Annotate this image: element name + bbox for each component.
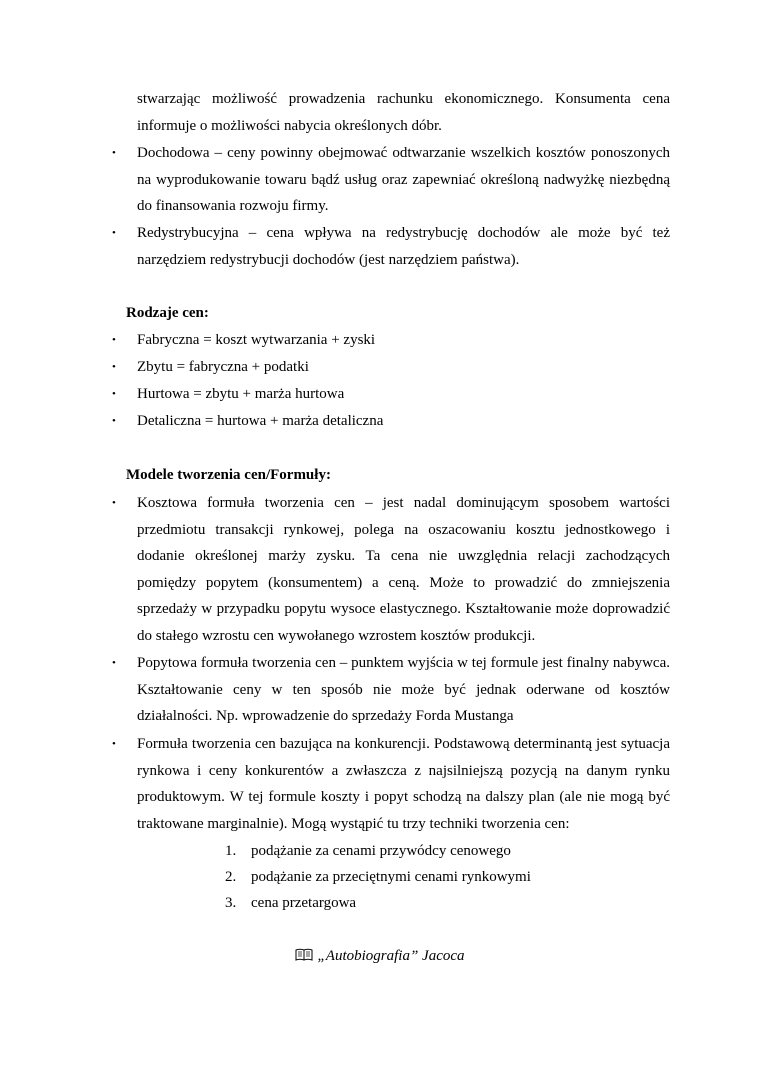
numbered-item: podążanie za cenami przywódcy cenowego xyxy=(251,843,511,859)
list-item: Zbytu = fabryczna + podatki xyxy=(137,359,309,375)
bullet: • xyxy=(112,738,116,750)
list-number: 3. xyxy=(225,895,237,911)
section-heading-rodzaje: Rodzaje cen: xyxy=(126,305,209,321)
numbered-item: podążanie za przeciętnymi cenami rynkowymi xyxy=(251,869,531,885)
list-item: Fabryczna = koszt wytwarzania + zyski xyxy=(137,332,376,348)
list-item-konkurencja: Formuła tworzenia cen bazująca na konkurencji. Podstawową determinantą jest sytuacja rynkowa i ceny konkurentów a zwłaszcza z najsilniejszą pozycją na danym rynku produktowym. W tej formule koszty i popyt schodzą na dalszy plan (ale nie mogą być traktowane marginalnie). Mogą wystąpić tu trzy techniki tworzenia cen: xyxy=(137,736,670,832)
list-item: Hurtowa = zbytu + marża hurtowa xyxy=(137,386,345,402)
list-item-popytowa: Popytowa formuła tworzenia cen – punktem wyjścia w tej formule jest finalny nabywca. Kształtowanie ceny w ten sposób nie może być jednak oderwane od kosztów działalności. Np. wprowadzenie do sprzedaży Forda Mustanga xyxy=(137,655,670,725)
book-icon xyxy=(295,945,313,971)
numbered-item: cena przetargowa xyxy=(251,895,357,911)
bullet: • xyxy=(112,388,116,400)
bullet: • xyxy=(112,227,116,239)
list-number: 2. xyxy=(225,869,237,885)
section-heading-modele: Modele tworzenia cen/Formuły: xyxy=(126,467,331,483)
bullet: • xyxy=(112,361,116,373)
bullet: • xyxy=(112,334,116,346)
list-item-dochodowa: Dochodowa – ceny powinny obejmować odtwarzanie wszelkich kosztów ponoszonych na wyprodukowanie towaru bądź usług oraz zapewniać określoną nadwyżkę niezbędną do finansowania rozwoju firmy. xyxy=(137,145,670,215)
bullet: • xyxy=(112,497,116,509)
footer-text: „Autobiografia” Jacoca xyxy=(317,948,465,964)
bullet: • xyxy=(112,415,116,427)
bullet: • xyxy=(112,147,116,159)
list-number: 1. xyxy=(225,843,237,859)
intro-paragraph: stwarzając możliwość prowadzenia rachunku ekonomicznego. Konsumenta cena informuje o możliwości nabycia określonych dóbr. xyxy=(137,91,670,134)
list-item-kosztowa: Kosztowa formuła tworzenia cen – jest nadal dominującym sposobem wartości przedmiotu transakcji rynkowej, polega na oszacowaniu kosztu jednostkowego i dodanie określonej marży zysku. Ta cena nie uwzględnia relacji zachodzących pomiędzy popytem (konsumentem) a ceną. Może to prowadzić do zmniejszenia sprzedaży w przypadku popytu wysoce elastycznego. Kształtowanie może doprowadzić do stałego wzrostu cen wywołanego wzrostem kosztów produkcji. xyxy=(137,495,670,644)
footer xyxy=(0,943,760,971)
list-item: Detaliczna = hurtowa + marża detaliczna xyxy=(137,413,384,429)
bullet: • xyxy=(112,657,116,669)
list-item-redystrybucyjna: Redystrybucyjna – cena wpływa na redystrybucję dochodów ale może być też narzędziem redystrybucji dochodów (jest narzędziem państwa). xyxy=(137,225,670,268)
